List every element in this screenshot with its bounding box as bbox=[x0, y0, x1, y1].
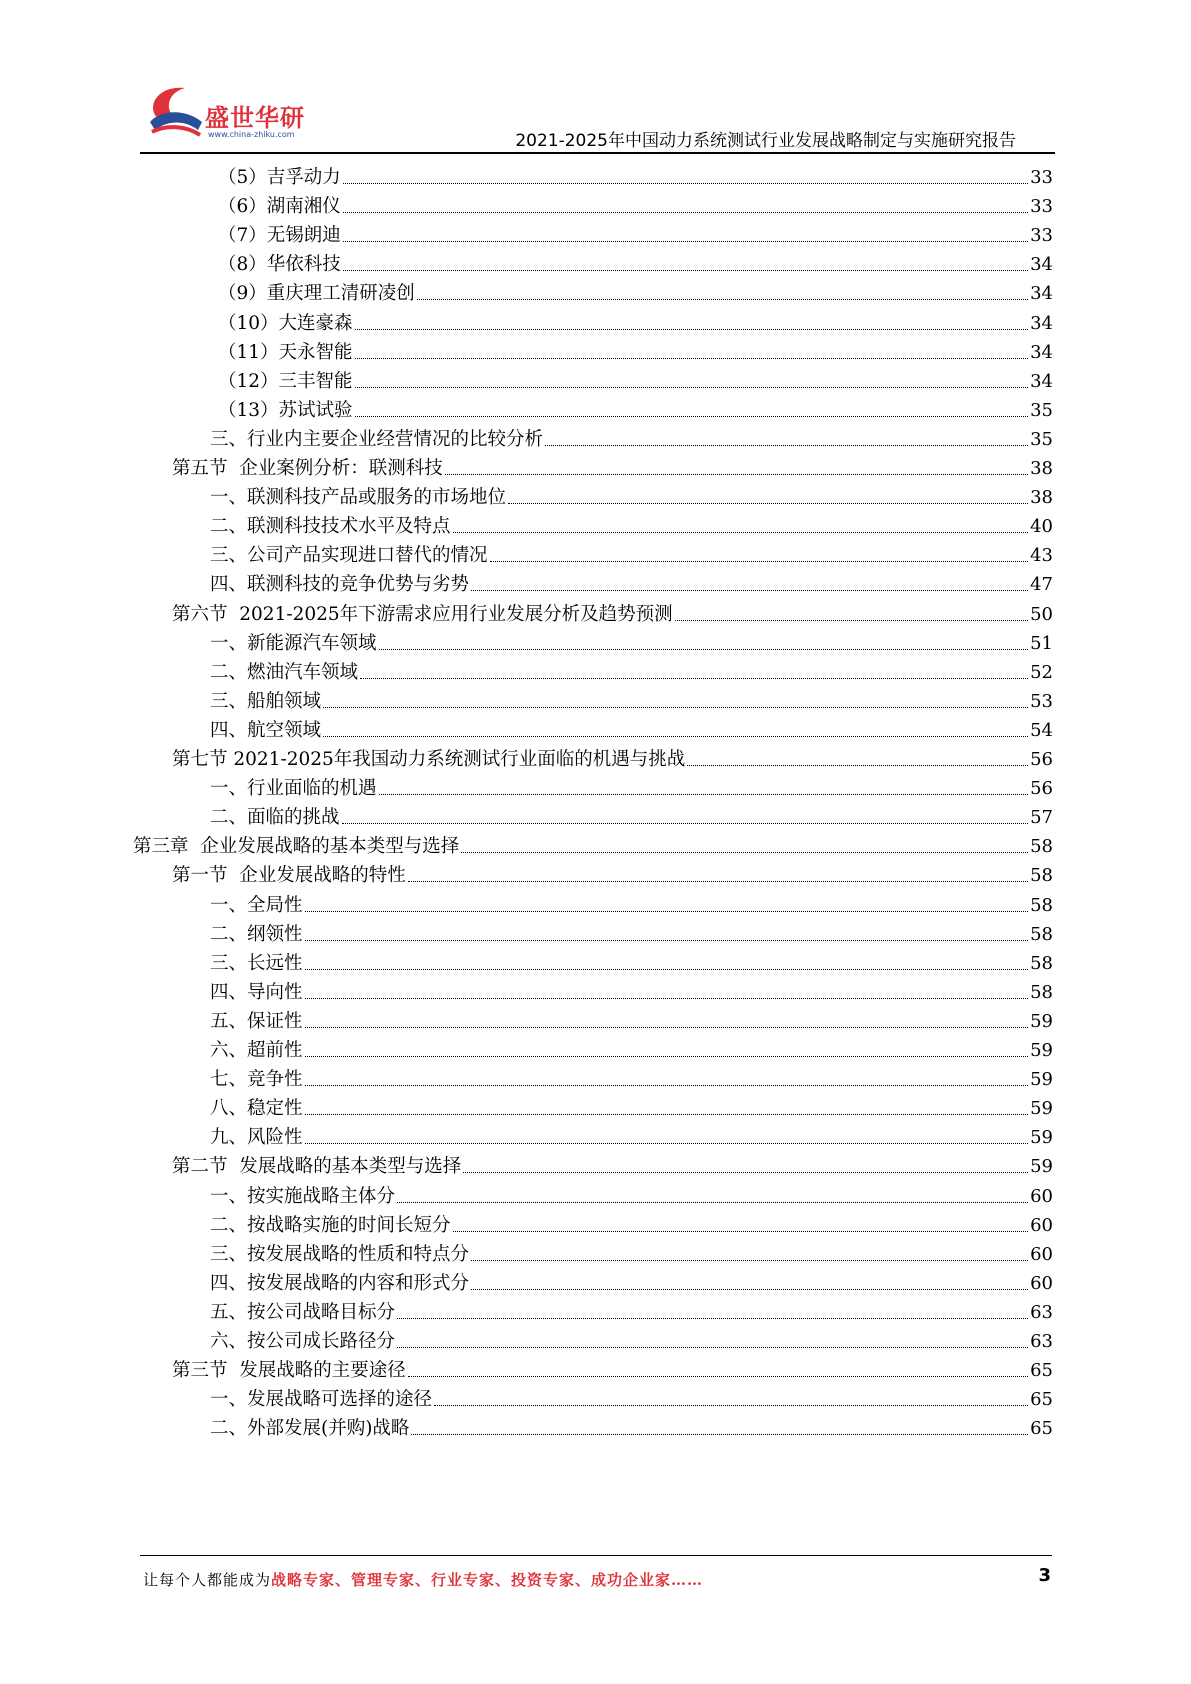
toc-entry-label: 二、联测科技技术水平及特点 bbox=[210, 516, 451, 538]
toc-leader-dots bbox=[343, 183, 1028, 184]
toc-entry-label: 一、新能源汽车领域 bbox=[210, 632, 377, 654]
toc-entry-label: （13）苏试试验 bbox=[218, 399, 353, 421]
toc-entry-label: （6）湖南湘仪 bbox=[218, 196, 341, 218]
toc-entry-label: 二、按战略实施的时间长短分 bbox=[210, 1214, 451, 1236]
toc-entry[interactable] bbox=[210, 1089, 1053, 1120]
toc-entry-page: 53 bbox=[1030, 690, 1053, 712]
toc-entry-label: 一、全局性 bbox=[210, 894, 303, 916]
toc-entry[interactable] bbox=[218, 216, 1053, 247]
toc-entry[interactable] bbox=[210, 1060, 1053, 1091]
toc-entry-label: （9）重庆理工清研凌创 bbox=[218, 283, 415, 305]
toc-entry-page: 34 bbox=[1030, 312, 1053, 334]
toc-leader-dots bbox=[411, 1434, 1028, 1435]
toc-entry-label: 二、燃油汽车领域 bbox=[210, 661, 359, 683]
toc-entry-label: 第七节 2021-2025年我国动力系统测试行业面临的机遇与挑战 bbox=[172, 749, 686, 770]
toc-entry-page: 59 bbox=[1030, 1127, 1053, 1149]
toc-entry[interactable] bbox=[172, 449, 1053, 480]
toc-leader-dots bbox=[408, 881, 1028, 882]
toc-entry-label: （11）天永智能 bbox=[218, 341, 353, 363]
toc-entry[interactable] bbox=[210, 711, 1053, 742]
toc-leader-dots bbox=[463, 1172, 1028, 1173]
toc-entry[interactable] bbox=[210, 798, 1053, 829]
toc-leader-dots bbox=[305, 940, 1029, 941]
toc-entry-label: 三、船舶领域 bbox=[210, 690, 322, 712]
toc-entry-page: 59 bbox=[1030, 1069, 1053, 1091]
toc-entry-label: 第五节 企业案例分析：联测科技 bbox=[172, 458, 443, 479]
toc-entry-page: 38 bbox=[1030, 458, 1053, 479]
toc-leader-dots bbox=[343, 270, 1028, 271]
toc-leader-dots bbox=[508, 503, 1028, 504]
toc-entry-page: 34 bbox=[1030, 254, 1053, 276]
toc-entry-page: 38 bbox=[1030, 487, 1053, 509]
footer-highlight: 战略专家、管理专家、行业专家、投资专家、成功企业家…… bbox=[271, 1571, 704, 1589]
toc-entry[interactable] bbox=[210, 1322, 1053, 1353]
toc-leader-dots bbox=[305, 1027, 1029, 1028]
toc-entry-label: 四、导向性 bbox=[210, 981, 303, 1003]
toc-leader-dots bbox=[379, 649, 1029, 650]
toc-leader-dots bbox=[434, 1405, 1028, 1406]
toc-entry-page: 57 bbox=[1030, 807, 1053, 829]
toc-entry[interactable] bbox=[133, 827, 1053, 858]
toc-leader-dots bbox=[360, 678, 1028, 679]
toc-entry[interactable] bbox=[172, 740, 1053, 771]
toc-entry[interactable] bbox=[210, 536, 1053, 567]
page-header bbox=[0, 0, 1191, 150]
toc-entry-label: （8）华依科技 bbox=[218, 254, 341, 276]
toc-entry-page: 60 bbox=[1030, 1185, 1053, 1207]
toc-entry-page: 58 bbox=[1030, 836, 1053, 858]
toc-entry-label: 二、纲领性 bbox=[210, 923, 303, 945]
toc-leader-dots bbox=[471, 590, 1028, 591]
toc-entry-page: 52 bbox=[1030, 661, 1053, 683]
toc-leader-dots bbox=[490, 561, 1029, 562]
toc-entry-page: 47 bbox=[1030, 574, 1053, 596]
toc-entry[interactable] bbox=[210, 507, 1053, 538]
toc-entry[interactable] bbox=[210, 1380, 1053, 1411]
toc-entry-label: 第三节 发展战略的主要途径 bbox=[172, 1360, 406, 1382]
toc-entry-label: 六、超前性 bbox=[210, 1040, 303, 1061]
toc-entry[interactable] bbox=[218, 333, 1053, 364]
toc-entry-label: 一、行业面临的机遇 bbox=[210, 778, 377, 800]
page-number: 3 bbox=[1038, 1565, 1051, 1586]
toc-entry-page: 34 bbox=[1030, 341, 1053, 363]
toc-entry-label: 四、联测科技的竞争优势与劣势 bbox=[210, 574, 470, 596]
toc-leader-dots bbox=[675, 620, 1028, 621]
toc-leader-dots bbox=[355, 329, 1029, 330]
toc-entry-label: 一、联测科技产品或服务的市场地位 bbox=[210, 487, 507, 509]
toc-entry-page: 54 bbox=[1030, 719, 1053, 741]
toc-entry-label: 第三章 企业发展战略的基本类型与选择 bbox=[133, 836, 460, 858]
toc-entry[interactable] bbox=[210, 478, 1053, 509]
toc-entry-page: 65 bbox=[1030, 1418, 1053, 1440]
toc-entry-label: 第一节 企业发展战略的特性 bbox=[172, 865, 406, 887]
toc-entry-label: 八、稳定性 bbox=[210, 1098, 303, 1120]
toc-entry-page: 33 bbox=[1030, 196, 1053, 218]
toc-leader-dots bbox=[461, 852, 1028, 853]
toc-entry[interactable] bbox=[218, 158, 1053, 189]
toc-entry-page: 59 bbox=[1030, 1010, 1053, 1032]
toc-leader-dots bbox=[379, 794, 1029, 795]
toc-entry-page: 58 bbox=[1030, 923, 1053, 945]
toc-leader-dots bbox=[323, 707, 1028, 708]
toc-entry-label: 一、发展战略可选择的途径 bbox=[210, 1389, 433, 1411]
logo-url: www.china-zhiku.com bbox=[208, 130, 295, 139]
toc-entry[interactable] bbox=[210, 886, 1053, 917]
toc-entry-label: （5）吉孚动力 bbox=[218, 167, 341, 188]
toc-entry[interactable] bbox=[172, 1351, 1053, 1382]
toc-entry-label: （7）无锡朗迪 bbox=[218, 225, 341, 247]
toc-leader-dots bbox=[323, 736, 1028, 737]
toc-entry-page: 60 bbox=[1030, 1272, 1053, 1294]
toc-leader-dots bbox=[342, 823, 1029, 824]
toc-entry[interactable] bbox=[210, 1293, 1053, 1324]
toc-entry-label: 第二节 发展战略的基本类型与选择 bbox=[172, 1156, 462, 1178]
toc-leader-dots bbox=[545, 445, 1028, 446]
toc-leader-dots bbox=[343, 241, 1028, 242]
toc-entry-label: 四、按发展战略的内容和形式分 bbox=[210, 1272, 470, 1294]
toc-entry-page: 34 bbox=[1030, 283, 1053, 305]
toc-entry[interactable] bbox=[172, 1147, 1053, 1178]
toc-leader-dots bbox=[471, 1260, 1028, 1261]
toc-entry[interactable] bbox=[210, 1206, 1053, 1237]
toc-leader-dots bbox=[305, 911, 1029, 912]
toc-entry-label: 六、按公司成长路径分 bbox=[210, 1331, 396, 1352]
toc-entry-page: 65 bbox=[1030, 1360, 1053, 1382]
toc-leader-dots bbox=[453, 532, 1029, 533]
toc-leader-dots bbox=[445, 474, 1028, 475]
toc-entry[interactable] bbox=[218, 304, 1053, 335]
toc-leader-dots bbox=[305, 1085, 1029, 1086]
toc-entry-page: 33 bbox=[1030, 167, 1053, 188]
toc-entry-label: 二、面临的挑战 bbox=[210, 807, 340, 829]
toc-leader-dots bbox=[397, 1318, 1028, 1319]
toc-entry[interactable] bbox=[172, 856, 1053, 887]
toc-leader-dots bbox=[343, 212, 1028, 213]
toc-entry[interactable] bbox=[210, 653, 1053, 684]
toc-leader-dots bbox=[355, 387, 1029, 388]
toc-leader-dots bbox=[305, 969, 1029, 970]
toc-entry-page: 56 bbox=[1030, 778, 1053, 800]
toc-entry-page: 58 bbox=[1030, 865, 1053, 887]
toc-entry[interactable] bbox=[210, 1031, 1053, 1062]
toc-entry[interactable] bbox=[210, 682, 1053, 713]
toc-entry-label: 四、航空领域 bbox=[210, 719, 322, 741]
toc-entry-page: 33 bbox=[1030, 225, 1053, 247]
report-title: 2021-2025年中国动力系统测试行业发展战略制定与实施研究报告 bbox=[515, 131, 1016, 151]
toc-entry[interactable] bbox=[210, 973, 1053, 1004]
toc-entry[interactable] bbox=[172, 595, 1053, 626]
toc-leader-dots bbox=[305, 998, 1029, 999]
toc-leader-dots bbox=[397, 1202, 1028, 1203]
toc-entry[interactable] bbox=[218, 391, 1053, 422]
toc-entry[interactable] bbox=[210, 1002, 1053, 1033]
toc-entry[interactable] bbox=[218, 245, 1053, 276]
toc-entry-page: 34 bbox=[1030, 370, 1053, 392]
toc-entry-label: 第六节 2021-2025年下游需求应用行业发展分析及趋势预测 bbox=[172, 603, 673, 625]
toc-entry-page: 63 bbox=[1030, 1331, 1053, 1352]
toc-entry[interactable] bbox=[218, 362, 1053, 393]
toc-entry-label: 三、行业内主要企业经营情况的比较分析 bbox=[210, 428, 544, 450]
toc-leader-dots bbox=[397, 1347, 1028, 1348]
toc-entry-page: 58 bbox=[1030, 952, 1053, 974]
toc-leader-dots bbox=[305, 1114, 1029, 1115]
toc-entry-label: （12）三丰智能 bbox=[218, 370, 353, 392]
toc-leader-dots bbox=[687, 765, 1028, 766]
toc-entry-page: 60 bbox=[1030, 1214, 1053, 1236]
toc-entry[interactable] bbox=[210, 944, 1053, 975]
toc-entry-page: 60 bbox=[1030, 1243, 1053, 1265]
toc-leader-dots bbox=[305, 1056, 1029, 1057]
toc-entry-page: 35 bbox=[1030, 428, 1053, 450]
toc-entry[interactable] bbox=[210, 1409, 1053, 1440]
toc-leader-dots bbox=[417, 299, 1028, 300]
toc-entry-label: 二、外部发展(并购)战略 bbox=[210, 1418, 410, 1440]
toc-entry[interactable] bbox=[218, 274, 1053, 305]
toc-entry-page: 35 bbox=[1030, 399, 1053, 421]
footer-divider bbox=[140, 1555, 1052, 1556]
toc-entry-label: 五、保证性 bbox=[210, 1010, 303, 1032]
toc-entry-page: 40 bbox=[1030, 516, 1053, 538]
toc-entry-page: 59 bbox=[1030, 1156, 1053, 1178]
toc-entry-page: 58 bbox=[1030, 894, 1053, 916]
toc-leader-dots bbox=[355, 416, 1029, 417]
toc-entry-label: 三、长远性 bbox=[210, 952, 303, 974]
header-divider bbox=[140, 152, 1055, 154]
toc-entry-page: 63 bbox=[1030, 1301, 1053, 1323]
toc-entry-page: 59 bbox=[1030, 1098, 1053, 1120]
toc-entry-label: 九、风险性 bbox=[210, 1127, 303, 1149]
toc-entry-page: 43 bbox=[1030, 545, 1053, 567]
toc-entry[interactable] bbox=[210, 1118, 1053, 1149]
toc-entry-label: 三、按发展战略的性质和特点分 bbox=[210, 1243, 470, 1265]
footer-prefix: 让每个人都能成为 bbox=[143, 1571, 272, 1589]
toc-entry-label: 五、按公司战略目标分 bbox=[210, 1301, 396, 1323]
logo-text: 盛世华研 bbox=[205, 104, 305, 132]
toc-leader-dots bbox=[453, 1231, 1029, 1232]
toc-entry[interactable] bbox=[210, 1235, 1053, 1266]
toc-entry-label: 七、竞争性 bbox=[210, 1069, 303, 1091]
toc-entry-page: 51 bbox=[1030, 632, 1053, 654]
toc-entry-page: 56 bbox=[1030, 749, 1053, 770]
toc-entry-page: 58 bbox=[1030, 981, 1053, 1003]
toc-entry[interactable] bbox=[210, 565, 1053, 596]
footer-slogan bbox=[143, 1569, 703, 1590]
toc-entry[interactable] bbox=[210, 1264, 1053, 1295]
toc-entry-page: 50 bbox=[1030, 603, 1053, 625]
toc-entry-page: 59 bbox=[1030, 1040, 1053, 1061]
toc-entry[interactable] bbox=[210, 769, 1053, 800]
toc-entry[interactable] bbox=[210, 915, 1053, 946]
toc-entry-label: 一、按实施战略主体分 bbox=[210, 1185, 396, 1207]
toc-entry-page: 65 bbox=[1030, 1389, 1053, 1411]
toc-entry-label: （10）大连豪森 bbox=[218, 312, 353, 334]
toc-leader-dots bbox=[355, 358, 1029, 359]
toc-entry[interactable] bbox=[210, 624, 1053, 655]
toc-entry[interactable] bbox=[210, 1177, 1053, 1208]
toc-entry[interactable] bbox=[210, 420, 1053, 451]
toc-leader-dots bbox=[305, 1143, 1029, 1144]
toc-leader-dots bbox=[471, 1289, 1028, 1290]
toc-entry[interactable] bbox=[218, 187, 1053, 218]
toc-leader-dots bbox=[408, 1376, 1028, 1377]
toc-entry-label: 三、公司产品实现进口替代的情况 bbox=[210, 545, 488, 567]
